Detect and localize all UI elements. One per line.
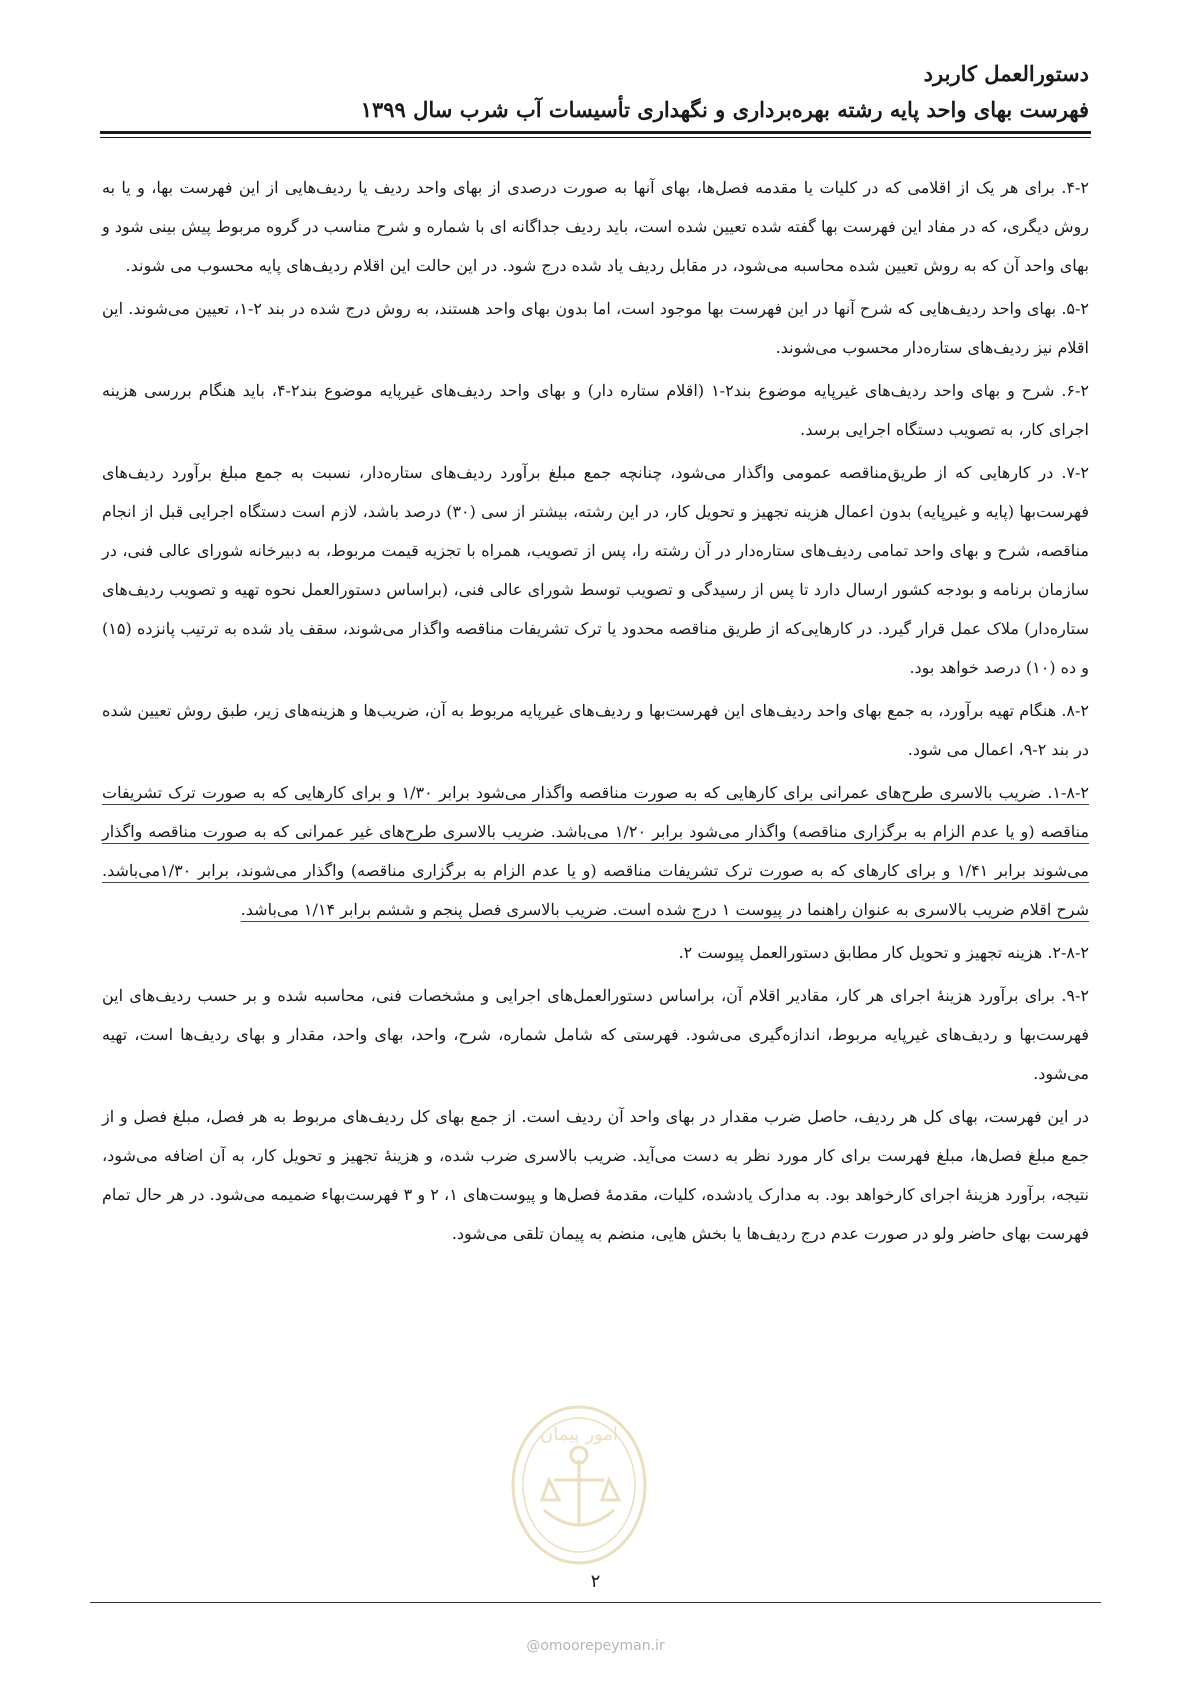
watermark-text: امور پیمان [540,1424,618,1445]
paragraph-2-9: ۹-۲. برای برآورد هزینهٔ اجرای هر کار، مقادیر اقلام آن، براساس دستورالعمل‌های اجرایی و مشخصات فنی، محاسبه شده و بر حسب ردیف‌های این فهرست‌بها و ردیف‌های غیرپایه مربوط، اندازه‌گیری می‌شود. فهرستی که شامل شماره، شرح، واحد، بهای واحد، مقدار و بهای ردیف‌ها است، تهیه می‌شود. [102,986,1089,1083]
paragraph-2-6: ۶-۲. شرح و بهای واحد ردیف‌های غیرپایه موضوع بند۲-۱ (اقلام ستاره دار) و بهای واحد ردیف‌های غیرپایه موضوع بند۲-۴، باید هنگام بررسی هزینه اجرای کار، به تصویب دستگاه اجرایی برسد. [102,381,1089,439]
paragraph-2-5: ۵-۲. بهای واحد ردیف‌هایی که شرح آنها در این فهرست بها موجود است، اما بدون بهای واحد هستند، به روش درج شده در بند ۲-۱، تعیین می‌شوند. این اقلام نیز ردیف‌های ستاره‌دار محسوب می‌شوند. [102,299,1089,357]
paragraph-2-8-1: ۱-۸-۲. ضریب بالاسری طرح‌های عمرانی برای کارهایی که به صورت مناقصه واگذار می‌شود برابر ۱/۳۰ و برای کارهایی که به صورت ترک تشریفات مناقصه (و یا عدم الزام به برگزاری مناقصه) واگذار می‌شود برابر ۱/۲۰ می‌باشد. ضریب بالاسری طرح‌های غیر عمرانی که به صورت مناقصه واگذار می‌شوند برابر ۱/۴۱ و برای کارهای که به صورت ترک تشریفات مناقصه (و یا عدم الزام به برگزاری مناقصه) واگذار می‌شوند، برابر ۱/۳۰می‌باشد. شرح اقلام ضریب بالاسری به عنوان راهنما در پیوست ۱ درج شده است. ضریب بالاسری فصل پنجم و ششم برابر ۱/۱۴ می‌باشد. [102,783,1090,919]
header-rule-thick [100,131,1091,134]
header-rule-thin [100,137,1091,138]
paragraph-2-8: ۸-۲. هنگام تهیه برآورد، به جمع بهای واحد ردیف‌های این فهرست‌بها و ردیف‌های غیرپایه مربوط به آن، ضریب‌ها و هزینه‌های زیر، طبق روش تعیین شده در بند ۲-۹، اعمال می شود. [102,701,1089,759]
paragraph-2-8-2: ۲-۸-۲. هزینه تجهیز و تحویل کار مطابق دستورالعمل پیوست ۲. [678,943,1089,962]
paragraph-2-7: ۷-۲. در کارهایی که از طریق‌مناقصه عمومی واگذار می‌شود، چنانچه جمع مبلغ برآورد ردیف‌های ستاره‌دار، نسبت به جمع مبلغ برآورد ردیف‌های فهرست‌بها (پایه و غیرپایه) بدون اعمال هزینه تجهیز و تحویل کار، در این رشته، بیشتر از سی (۳۰) درصد باشد، لازم است دستگاه اجرایی قبل از انجام مناقصه، شرح و بهای واحد تمامی ردیف‌های ستاره‌دار در آن رشته را، پس از تصویب، همراه با تجزیه قیمت مربوط، به دبیرخانه شورای عالی فنی، در سازمان برنامه و بودجه کشور ارسال دارد تا پس از رسیدگی و تصویب توسط شورای عالی فنی، (براساس دستورالعمل نحوه تهیه و تصویب ردیف‌های ستاره‌دار) ملاک عمل قرار گیرد. در کارهایی‌که از طریق مناقصه محدود یا ترک تشریفات مناقصه واگذار می‌شوند، سقف یاد شده به ترتیب پانزده (۱۵) و ده (۱۰) درصد خواهد بود. [102,463,1090,677]
website-watermark: @omoorepeyman.ir [526,1638,665,1654]
paragraph-2-4: ۴-۲. برای هر یک از اقلامی که در کلیات یا مقدمه فصل‌ها، بهای آنها به صورت درصدی از بهای واحد ردیف یا ردیف‌هایی از این فهرست بها، و یا به روش دیگری، که در مفاد این فهرست بها گفته شده تعیین شده است، باید ردیف جداگانه ای با شماره و شرح مناسب در گروه مربوط پیش بینی شود و بهای واحد آن که به روش تعیین شده محاسبه می‌شود، در مقابل ردیف یاد شده درج شود. در این حالت این اقلام ردیف‌های پایه محسوب می شوند. [102,178,1089,275]
document-title: دستورالعمل کاربرد [923,61,1089,86]
body-text [102,168,1089,1257]
page-number: ۲ [590,1571,601,1592]
paragraph-2-9-continued: در این فهرست، بهای کل هر ردیف، حاصل ضرب مقدار در بهای واحد آن ردیف است. از جمع بهای کل ردیف‌های مربوط به هر فصل، مبلغ فصل و از جمع مبلغ فصل‌ها، مبلغ فهرست برای کار مورد نظر به دست می‌آید. ضریب بالاسری ضرب شده، و هزینهٔ تجهیز و تحویل کار، به آن اضافه می‌شود، نتیجه، برآورد هزینهٔ اجرای کارخواهد بود. به مدارک یادشده، کلیات، مقدمهٔ فصل‌ها و پیوست‌های ۱، ۲ و ۳ فهرست‌بهاء ضمیمه می‌شود. در هر حال تمام فهرست بهای حاضر ولو در صورت عدم درج ردیف‌ها یا بخش هایی، منضم به پیمان تلقی می‌شود. [102,1107,1090,1243]
footer-rule [90,1602,1101,1603]
page-header [102,58,1089,126]
watermark-logo [504,1400,654,1570]
document-subtitle: فهرست بهای واحد پایه رشته بهره‌برداری و نگهداری تأسیسات آب شرب سال ۱۳۹۹ [360,97,1089,122]
